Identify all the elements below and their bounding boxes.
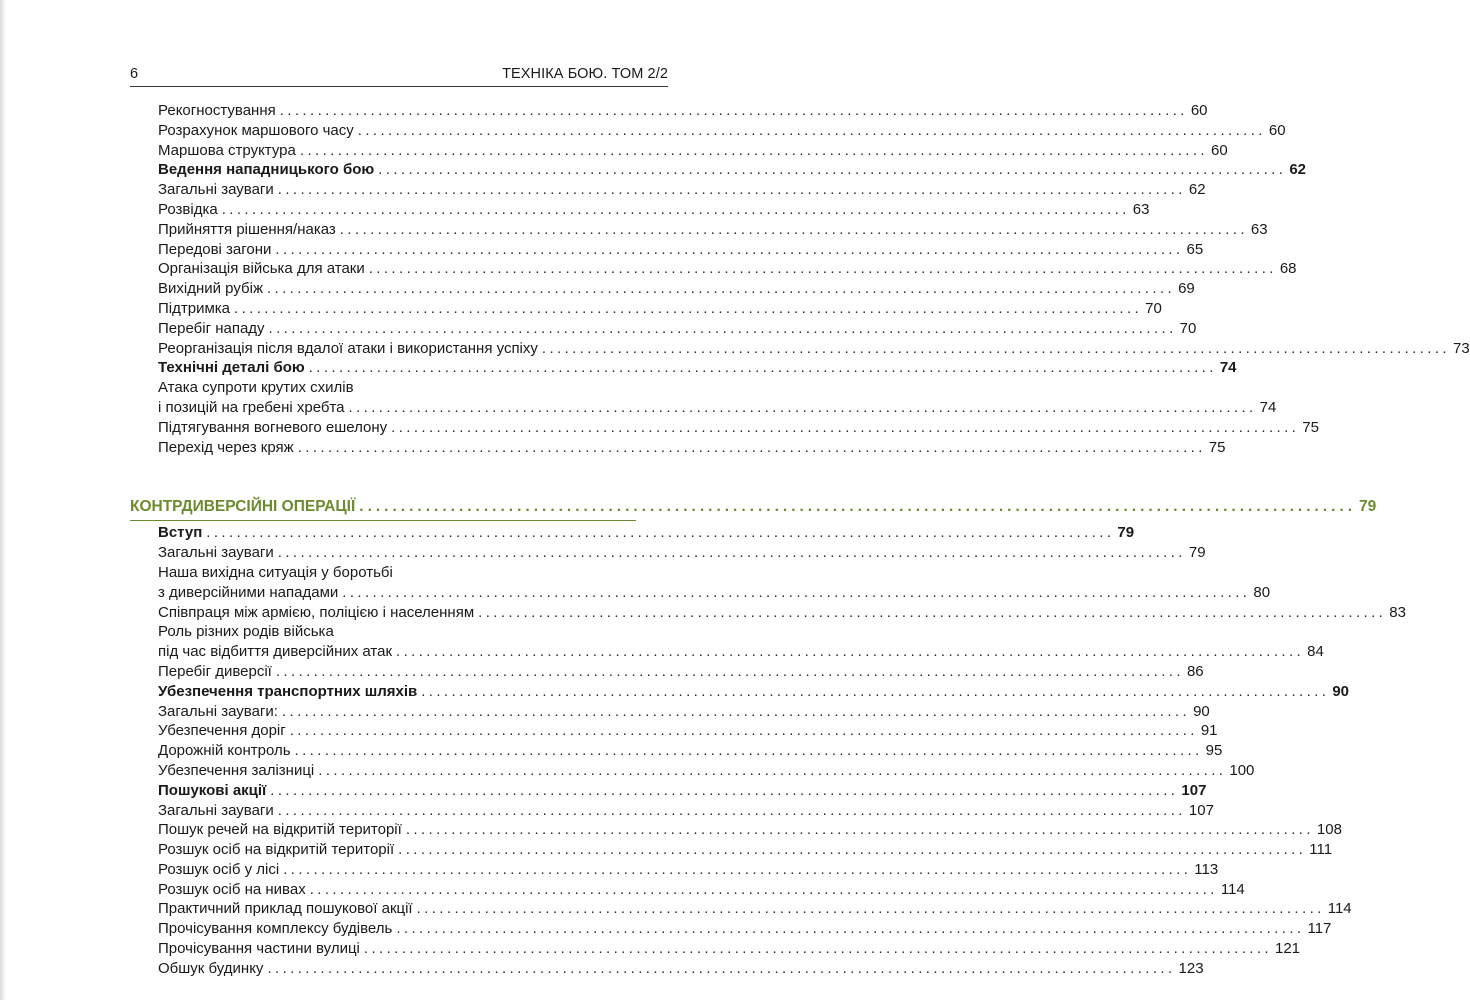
dot-leader: ........................................................................................................................ — [297, 438, 1206, 456]
toc-entry[interactable] — [130, 220, 1268, 240]
running-title: ТЕХНІКА БОЮ. ТОМ 2/2 — [502, 66, 668, 82]
dot-leader: ........................................................................................................................ — [378, 161, 1287, 179]
dot-leader: ........................................................................................................................ — [357, 121, 1266, 139]
chapter-underline — [130, 520, 636, 521]
toc-section-part2 — [130, 523, 1406, 978]
toc-entry-page: 70 — [1179, 319, 1197, 337]
toc-entry-page: 75 — [1208, 438, 1226, 456]
toc-entry-page: 75 — [1302, 418, 1319, 436]
toc-entry-title: Перебіг нападу — [158, 319, 265, 337]
toc-entry-page: 60 — [1268, 121, 1286, 139]
dot-leader: ........................................................................................................................ — [478, 603, 1387, 621]
toc-entry-title: Перебіг диверсії — [158, 662, 272, 680]
dot-leader: ........................................................................................................................ — [267, 959, 1176, 977]
toc-entry[interactable] — [130, 279, 1195, 299]
toc-entry[interactable] — [130, 721, 1218, 741]
toc-entry[interactable] — [130, 563, 636, 583]
toc-entry[interactable] — [130, 959, 1204, 979]
toc-entry-page: 84 — [1307, 643, 1324, 661]
toc-entry[interactable] — [130, 880, 1245, 900]
dot-leader: ........................................................................................................................ — [396, 643, 1305, 661]
dot-leader: ........................................................................................................................ — [221, 200, 1130, 218]
toc-entry[interactable] — [130, 438, 1226, 458]
toc-entry-page: 114 — [1220, 880, 1245, 898]
toc-entry-page: 91 — [1200, 722, 1218, 740]
toc-entry-page: 107 — [1181, 781, 1207, 799]
toc-entry-title: Технічні деталі бою — [158, 359, 305, 377]
toc-entry-page: 60 — [1210, 141, 1228, 159]
toc-entry[interactable] — [130, 101, 1208, 121]
toc-entry-title: Пошукові акції — [158, 781, 267, 799]
toc-entry-title: під час відбиття диверсійних атак — [158, 643, 393, 661]
toc-entry-title: Загальні зауваги — [158, 801, 274, 819]
dot-leader: ........................................................................................................................ — [363, 940, 1272, 958]
toc-entry-title: Розшук осіб у лісі — [158, 860, 280, 878]
dot-leader: ........................................................................................................................ — [391, 418, 1300, 436]
dot-leader: ........................................................................................................................ — [398, 841, 1307, 859]
toc-entry-page: 60 — [1190, 102, 1208, 119]
toc-entry-page: 73 — [1453, 339, 1470, 357]
page-edge-shadow — [0, 0, 6, 1000]
toc-entry-title: Перехід через кряж — [158, 438, 294, 456]
toc-entry[interactable] — [130, 682, 1350, 702]
toc-entry-title: Маршова структура — [158, 141, 296, 159]
dot-leader: ........................................................................................................................ — [396, 920, 1305, 938]
toc-entry[interactable] — [130, 642, 1324, 662]
toc-entry-title: Убезпечення доріг — [158, 722, 286, 740]
toc-entry-page: 63 — [1250, 220, 1268, 238]
dot-leader: ........................................................................................................................ — [266, 280, 1176, 298]
toc-entry-title: Пошук речей на відкритій території — [158, 821, 402, 839]
dot-leader: ........................................................................................................................ — [270, 781, 1179, 799]
chapter-page: 79 — [1359, 498, 1377, 516]
toc-entry-title: Вступ — [158, 524, 203, 542]
toc-entry-page: 111 — [1309, 841, 1333, 859]
table-of-contents — [130, 101, 1470, 979]
dot-leader: ........................................................................................................................ — [277, 181, 1186, 199]
toc-entry-title: Атака супроти крутих схилів — [158, 379, 354, 397]
toc-entry[interactable] — [130, 299, 1162, 319]
dot-leader: ........................................................................................................................ — [281, 702, 1191, 720]
toc-entry-page: 80 — [1253, 583, 1271, 601]
toc-entry-title: Прийняття рішення/наказ — [158, 220, 336, 238]
dot-leader: ........................................................................................................................ — [234, 299, 1143, 317]
toc-entry-title: Загальні зауваги — [158, 181, 274, 199]
toc-entry[interactable] — [130, 121, 1286, 141]
toc-entry[interactable] — [130, 583, 1271, 603]
dot-leader: ........................................................................................................................ — [348, 398, 1257, 416]
toc-entry-page: 83 — [1389, 603, 1406, 621]
dot-leader: ........................................................................................................................ — [339, 220, 1248, 238]
toc-entry-page: 114 — [1327, 900, 1352, 918]
toc-entry[interactable] — [130, 622, 636, 642]
toc-section-part1 — [130, 101, 1470, 457]
toc-entry-page: 79 — [1188, 544, 1206, 562]
toc-entry-title: Убезпечення транспортних шляхів — [158, 682, 418, 700]
toc-entry[interactable] — [130, 781, 1207, 801]
toc-entry[interactable] — [130, 741, 1223, 761]
toc-entry[interactable] — [130, 939, 1301, 959]
toc-entry-title: Розшук осіб на відкритій території — [158, 841, 395, 859]
dot-leader: ........................................................................................................................ — [318, 761, 1227, 779]
toc-entry-page: 95 — [1205, 742, 1223, 760]
dot-leader: ........................................................................................................................ — [359, 498, 1357, 516]
section-gap — [130, 457, 636, 495]
dot-leader: ........................................................................................................................ — [541, 339, 1451, 357]
toc-entry[interactable] — [130, 160, 1307, 180]
toc-entry[interactable] — [130, 319, 1197, 339]
toc-entry-page: 62 — [1188, 181, 1206, 199]
dot-leader: ........................................................................................................................ — [405, 821, 1314, 839]
toc-entry-page: 74 — [1259, 398, 1277, 416]
toc-entry[interactable] — [130, 662, 1204, 682]
toc-entry-title: Роль різних родів війська — [158, 623, 334, 641]
toc-entry-title: Загальні зауваги — [158, 544, 274, 562]
dot-leader: ........................................................................................................................ — [342, 583, 1251, 601]
toc-entry[interactable] — [130, 543, 1206, 563]
toc-entry-title: Убезпечення залізниці — [158, 761, 315, 779]
toc-entry-page: 70 — [1145, 299, 1162, 317]
toc-entry-title: Підтягування вогневого ешелону — [158, 418, 388, 436]
toc-entry-title: Загальні зауваги: — [158, 702, 278, 720]
toc-entry-page: 113 — [1194, 860, 1219, 878]
toc-entry-page: 100 — [1229, 761, 1255, 779]
toc-entry[interactable] — [130, 702, 1210, 722]
toc-entry-page: 68 — [1279, 260, 1297, 278]
dot-leader: ........................................................................................................................ — [368, 260, 1277, 278]
toc-entry-title: з диверсійними нападами — [158, 583, 339, 601]
toc-entry-title: Ведення нападницького бою — [158, 161, 375, 179]
toc-entry-title: Співпраця між армією, поліцією і населенням — [158, 603, 475, 621]
chapter-title: КОНТРДИВЕРСІЙНІ ОПЕРАЦІЇ — [130, 498, 356, 516]
toc-entry[interactable] — [130, 378, 636, 398]
toc-entry-title: Дорожній контроль — [158, 742, 291, 760]
toc-entry[interactable] — [130, 358, 1237, 378]
toc-entry-title: Розвідка — [158, 200, 218, 218]
toc-entry[interactable] — [130, 899, 1352, 919]
toc-entry-page: 90 — [1332, 682, 1350, 700]
toc-entry-title: Практичний приклад пошукової акції — [158, 900, 413, 918]
toc-entry-page: 65 — [1186, 240, 1204, 258]
toc-entry-title: Розрахунок маршового часу — [158, 121, 354, 139]
toc-entry-title: Підтримка — [158, 299, 231, 317]
toc-entry-title: Наша вихідна ситуація у боротьбі — [158, 563, 393, 581]
toc-entry-page: 79 — [1117, 524, 1135, 542]
toc-entry-title: Прочісування частини вулиці — [158, 940, 360, 958]
toc-entry[interactable] — [130, 200, 1150, 220]
page-number: 6 — [130, 66, 139, 82]
toc-entry[interactable] — [130, 523, 1135, 543]
dot-leader: ........................................................................................................................ — [283, 860, 1192, 878]
toc-entry[interactable] — [130, 418, 1319, 438]
toc-entry[interactable] — [130, 603, 1406, 623]
dot-leader: ........................................................................................................................ — [277, 801, 1186, 819]
dot-leader: ........................................................................................................................ — [299, 141, 1208, 159]
toc-entry-title: Обшук будинку — [158, 959, 264, 977]
toc-entry[interactable] — [130, 840, 1333, 860]
toc-entry-page: 107 — [1188, 801, 1214, 819]
toc-entry[interactable] — [130, 761, 1255, 781]
toc-entry-title: Розшук осіб на нивах — [158, 880, 306, 898]
toc-entry-title: Вихідний рубіж — [158, 280, 263, 298]
toc-entry-title: Організація війська для атаки — [158, 260, 365, 278]
toc-entry-page: 69 — [1178, 280, 1195, 298]
dot-leader: ........................................................................................................................ — [275, 662, 1184, 680]
toc-entry-page: 90 — [1193, 702, 1210, 720]
toc-chapter-heading[interactable] — [130, 495, 1377, 519]
dot-leader: ........................................................................................................................ — [275, 240, 1184, 258]
dot-leader: ........................................................................................................................ — [421, 682, 1330, 700]
toc-entry-title: Реорганізація після вдалої атаки і використання успіху — [158, 339, 538, 357]
toc-entry-page: 121 — [1275, 940, 1301, 958]
toc-entry-page: 62 — [1289, 161, 1307, 179]
dot-leader: ........................................................................................................................ — [277, 544, 1186, 562]
toc-entry-page: 108 — [1316, 821, 1342, 839]
toc-entry-title: Передові загони — [158, 240, 272, 258]
toc-entry[interactable] — [130, 240, 1204, 260]
toc-entry-title: Рекогностування — [158, 102, 276, 119]
toc-entry[interactable] — [130, 919, 1332, 939]
toc-entry-page: 117 — [1307, 920, 1332, 938]
toc-entry[interactable] — [130, 398, 1277, 418]
dot-leader: ........................................................................................................................ — [206, 524, 1115, 542]
dot-leader: ........................................................................................................................ — [309, 880, 1218, 898]
toc-entry[interactable] — [130, 259, 1297, 279]
dot-leader: ........................................................................................................................ — [416, 900, 1325, 918]
toc-entry-title: і позицій на гребені хребта — [158, 398, 345, 416]
toc-entry[interactable] — [130, 801, 1214, 821]
toc-entry-page: 74 — [1219, 359, 1237, 377]
toc-entry-page: 86 — [1186, 662, 1204, 680]
dot-leader: ........................................................................................................................ — [289, 722, 1198, 740]
dot-leader: ........................................................................................................................ — [279, 102, 1188, 119]
toc-entry[interactable] — [130, 180, 1206, 200]
dot-leader: ........................................................................................................................ — [294, 742, 1203, 760]
toc-entry-title: Прочісування комплексу будівель — [158, 920, 393, 938]
page-header — [130, 64, 668, 87]
toc-entry[interactable] — [130, 141, 1228, 161]
dot-leader: ........................................................................................................................ — [308, 359, 1217, 377]
toc-entry[interactable] — [130, 860, 1219, 880]
toc-entry[interactable] — [130, 339, 1470, 359]
toc-entry-page: 63 — [1132, 200, 1150, 218]
toc-entry[interactable] — [130, 820, 1342, 840]
toc-entry-page: 123 — [1178, 959, 1204, 977]
dot-leader: ........................................................................................................................ — [268, 319, 1177, 337]
